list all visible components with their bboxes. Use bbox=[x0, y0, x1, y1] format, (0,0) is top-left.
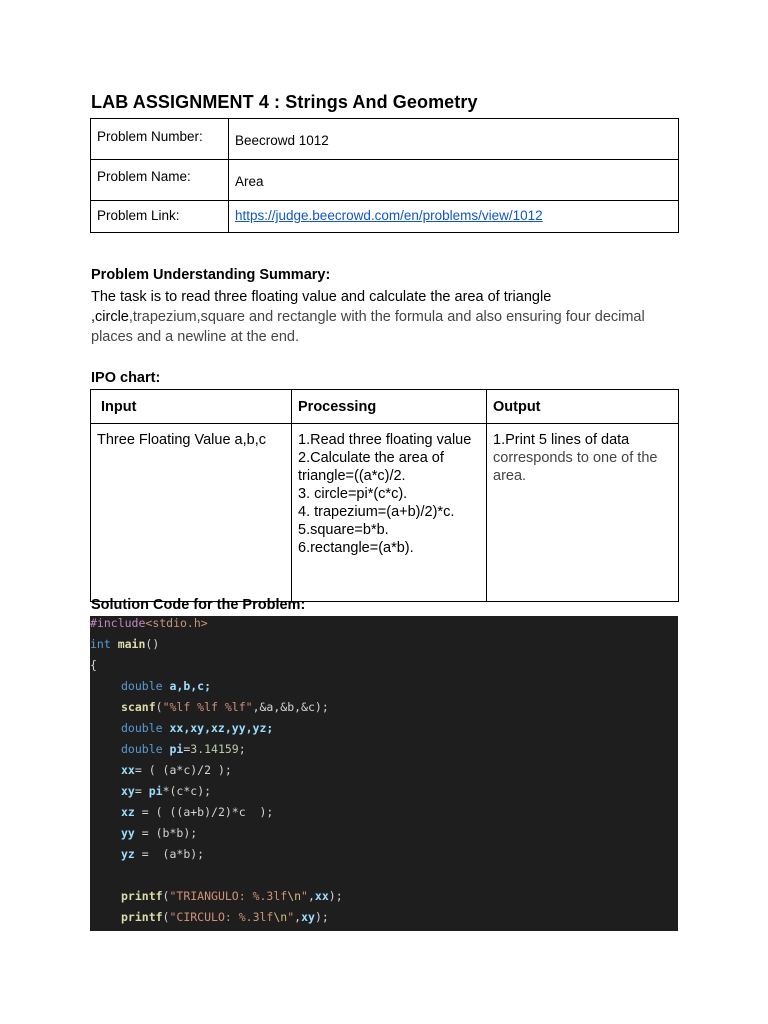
code-token: xz bbox=[121, 805, 135, 819]
table-row bbox=[91, 201, 679, 233]
code-token: double bbox=[121, 679, 163, 693]
summary-line-2 bbox=[91, 307, 681, 327]
ipo-input-text: Three Floating Value a,b,c bbox=[97, 432, 266, 448]
summary-line-2-rest: ,trapezium,square and rectangle with the formula and also ensuring four decimal bbox=[128, 309, 645, 325]
code-heading: Solution Code for the Problem: bbox=[91, 597, 306, 613]
ipo-output-cell bbox=[487, 424, 679, 602]
ipo-heading: IPO chart: bbox=[91, 370, 161, 386]
table-row bbox=[91, 160, 679, 201]
code-block bbox=[90, 616, 678, 931]
code-token: pi bbox=[148, 784, 163, 798]
problem-link[interactable]: https://judge.beecrowd.com/en/problems/view/1012 bbox=[235, 208, 543, 223]
problem-number-value: Beecrowd 1012 bbox=[229, 119, 679, 160]
ipo-processing-step: 3. circle=pi*(c*c). bbox=[298, 486, 408, 502]
code-token: #include bbox=[90, 616, 146, 630]
ipo-header-output: Output bbox=[487, 390, 679, 424]
ipo-processing-step: 4. trapezium=(a+b)/2)*c. bbox=[298, 504, 455, 520]
table-header-row bbox=[91, 390, 679, 424]
code-token: () bbox=[145, 637, 160, 651]
code-token: ); bbox=[328, 889, 343, 903]
ipo-processing-step: 5.square=b*b. bbox=[298, 522, 389, 538]
summary-heading: Problem Understanding Summary: bbox=[91, 267, 331, 283]
code-token: xx bbox=[121, 763, 135, 777]
summary-line-1: The task is to read three floating value and calculate the area of triangle bbox=[91, 289, 552, 305]
code-line bbox=[121, 802, 273, 823]
code-token: double bbox=[121, 721, 163, 735]
problem-number-label: Problem Number: bbox=[91, 119, 229, 160]
ipo-output-line: area. bbox=[493, 468, 527, 484]
code-token: ; bbox=[238, 742, 246, 756]
code-token: pi bbox=[162, 742, 184, 756]
code-token: = (a*b); bbox=[134, 847, 205, 861]
code-token: 3.14159 bbox=[190, 742, 239, 756]
code-token: scanf bbox=[121, 700, 156, 714]
code-token: " bbox=[287, 910, 295, 924]
ipo-header-input: Input bbox=[91, 390, 292, 424]
code-token: = bbox=[183, 742, 191, 756]
code-token: xy bbox=[301, 910, 315, 924]
code-token: ); bbox=[314, 910, 329, 924]
problem-link-label: Problem Link: bbox=[91, 201, 229, 233]
code-token: \n bbox=[273, 910, 288, 924]
code-token: "TRIANGULO: %.3lf bbox=[169, 889, 288, 903]
code-token: int bbox=[90, 637, 111, 651]
code-line bbox=[90, 634, 159, 655]
code-line bbox=[121, 907, 329, 928]
ipo-output-line: 1.Print 5 lines of data bbox=[493, 432, 630, 448]
ipo-processing-step: 6.rectangle=(a*b). bbox=[298, 540, 414, 556]
code-line bbox=[121, 739, 246, 760]
page-title: LAB ASSIGNMENT 4 : Strings And Geometry bbox=[91, 92, 478, 112]
code-token: a,b,c; bbox=[162, 679, 212, 693]
code-token: xy bbox=[121, 784, 135, 798]
code-line bbox=[121, 781, 211, 802]
code-token: ( bbox=[162, 889, 170, 903]
code-token: yy bbox=[121, 826, 135, 840]
code-token: { bbox=[90, 658, 97, 672]
summary-circle: circle bbox=[95, 309, 129, 325]
code-line bbox=[121, 718, 273, 739]
code-line bbox=[90, 616, 208, 634]
code-token: , bbox=[307, 889, 315, 903]
code-token: , bbox=[294, 910, 302, 924]
code-line bbox=[121, 760, 232, 781]
code-token: = ( ((a+b)/2)*c ); bbox=[134, 805, 274, 819]
problem-name-value: Area bbox=[229, 160, 679, 201]
code-token: xx,xy,xz,yy,yz; bbox=[162, 721, 274, 735]
code-line bbox=[121, 697, 329, 718]
code-token: yz bbox=[121, 847, 135, 861]
code-token: = bbox=[134, 784, 149, 798]
code-token: = (b*b); bbox=[134, 826, 198, 840]
code-line bbox=[121, 823, 197, 844]
code-token: ,&a,&b,&c); bbox=[252, 700, 329, 714]
table-row bbox=[91, 119, 679, 160]
code-token: "%lf %lf %lf" bbox=[162, 700, 253, 714]
ipo-processing-cell bbox=[292, 424, 487, 602]
code-line bbox=[121, 676, 211, 697]
code-token: main bbox=[110, 637, 146, 651]
ipo-header-processing: Processing bbox=[292, 390, 487, 424]
code-token: ( bbox=[162, 910, 170, 924]
ipo-output-line: corresponds to one of the bbox=[493, 450, 658, 466]
code-line bbox=[121, 886, 343, 907]
problem-name-label: Problem Name: bbox=[91, 160, 229, 201]
ipo-processing-step: 1.Read three floating value bbox=[298, 432, 472, 448]
code-token: <stdio.h> bbox=[145, 616, 208, 630]
summary-line-3: places and a newline at the end. bbox=[91, 329, 299, 345]
code-line bbox=[90, 655, 97, 676]
problem-info-table bbox=[90, 118, 679, 233]
ipo-processing-step: triangle=((a*c)/2. bbox=[298, 468, 406, 484]
summary-comma: , bbox=[91, 309, 96, 325]
code-token: ( bbox=[155, 700, 163, 714]
code-token: \n bbox=[287, 889, 302, 903]
code-token: "CIRCULO: %.3lf bbox=[169, 910, 274, 924]
ipo-chart-table bbox=[90, 389, 679, 602]
ipo-processing-step: 2.Calculate the area of bbox=[298, 450, 444, 466]
code-token: " bbox=[301, 889, 308, 903]
code-token: xx bbox=[314, 889, 329, 903]
ipo-input-cell bbox=[91, 424, 292, 602]
problem-link-cell bbox=[229, 201, 679, 233]
code-token: *(c*c); bbox=[162, 784, 212, 798]
code-token: double bbox=[121, 742, 163, 756]
code-line bbox=[121, 844, 204, 865]
code-token: = ( (a*c)/2 ); bbox=[134, 763, 232, 777]
summary-text bbox=[91, 287, 681, 347]
code-token: printf bbox=[121, 889, 163, 903]
code-token: printf bbox=[121, 910, 163, 924]
table-row bbox=[91, 424, 679, 602]
